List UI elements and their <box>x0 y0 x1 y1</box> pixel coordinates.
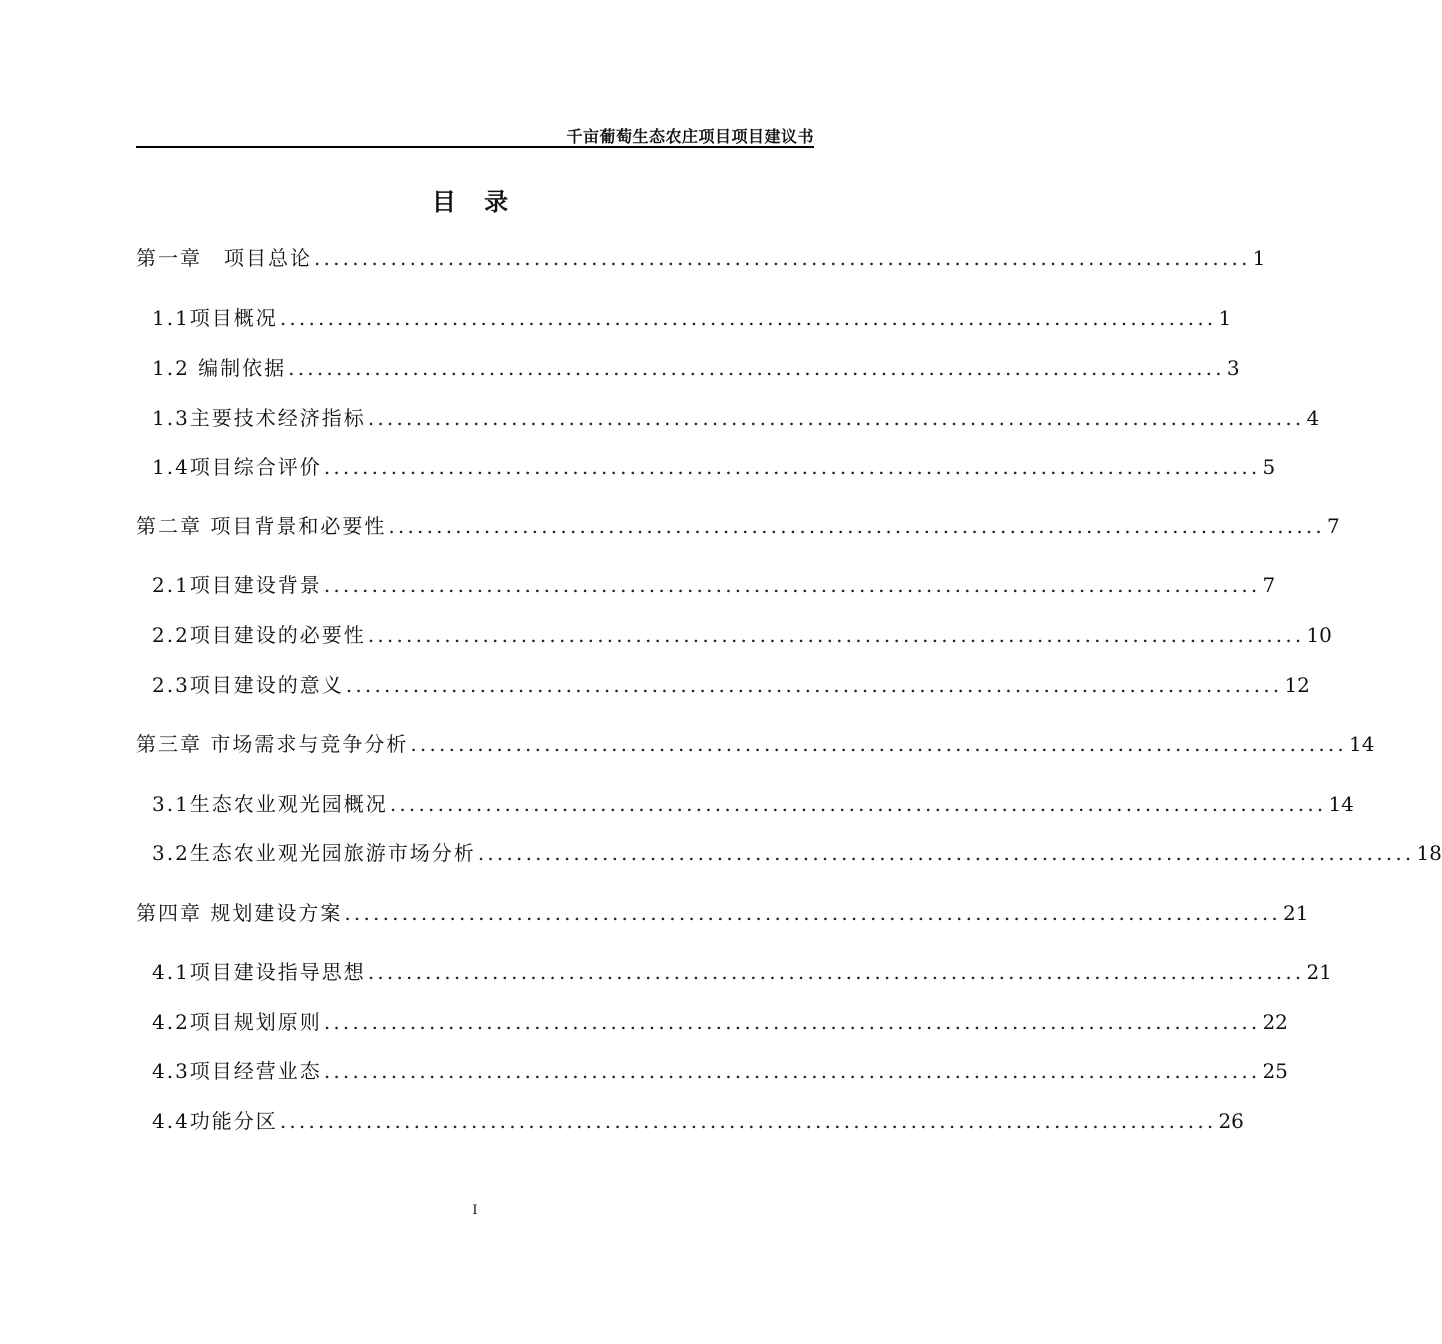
toc-entry[interactable] <box>152 786 1354 818</box>
toc-page-number: 21 <box>1283 901 1309 925</box>
toc-entry[interactable] <box>152 350 1240 382</box>
toc-entry-text: 3.2生态农业观光园旅游市场分析 <box>152 841 476 865</box>
toc-entry-text: 1.4项目综合评价 <box>152 455 322 479</box>
toc-page-number: 1 <box>1218 306 1232 330</box>
page-number-footer: I <box>472 1203 478 1218</box>
toc-entry-text: 第四章 规划建设方案 <box>136 901 343 925</box>
toc-leader: .................................................................................................. <box>477 841 1415 865</box>
running-header-title: 千亩葡萄生态农庄项目项目建议书 <box>566 127 814 146</box>
toc-page-number: 21 <box>1306 960 1332 984</box>
toc-entry[interactable] <box>136 726 1375 758</box>
toc-page-number: 14 <box>1328 792 1354 816</box>
toc-leader: .................................................................................................. <box>314 246 1251 270</box>
toc-entry[interactable] <box>152 835 1442 867</box>
toc-leader: .................................................................................................. <box>344 901 1281 925</box>
toc-leader: .................................................................................................. <box>288 356 1225 380</box>
toc-entry-text: 2.3项目建设的意义 <box>152 673 344 697</box>
toc-entry-text: 4.2项目规划原则 <box>152 1010 322 1034</box>
toc-entry-text: 第二章 项目背景和必要性 <box>136 514 387 538</box>
toc-entry[interactable] <box>152 1103 1244 1135</box>
toc-entry[interactable] <box>136 508 1340 540</box>
toc-leader: .................................................................................................. <box>323 1059 1261 1083</box>
toc-entry[interactable] <box>136 240 1266 272</box>
toc-entry[interactable] <box>152 617 1332 649</box>
toc-entry[interactable] <box>152 954 1332 986</box>
toc-leader: .................................................................................................. <box>279 306 1217 330</box>
toc-entry-text: 2.2项目建设的必要性 <box>152 623 366 647</box>
toc-entry-text: 1.2 编制依据 <box>152 356 287 380</box>
toc-leader: .................................................................................................. <box>323 573 1261 597</box>
toc-entry[interactable] <box>152 1053 1288 1085</box>
toc-leader: .................................................................................................. <box>410 732 1347 756</box>
toc-entry[interactable] <box>152 300 1232 332</box>
toc-page-number: 1 <box>1252 246 1266 270</box>
toc-entry[interactable] <box>152 400 1320 432</box>
toc-page-number: 22 <box>1262 1010 1288 1034</box>
toc-leader: .................................................................................................. <box>388 514 1325 538</box>
toc-page-number: 26 <box>1218 1109 1244 1133</box>
toc-page-number: 18 <box>1416 841 1442 865</box>
toc-entry-text: 2.1项目建设背景 <box>152 573 322 597</box>
toc-entry[interactable] <box>152 667 1310 699</box>
toc-entry[interactable] <box>152 567 1276 599</box>
toc-entry-text: 4.3项目经营业态 <box>152 1059 322 1083</box>
toc-leader: .................................................................................................. <box>345 673 1283 697</box>
toc-entry-text: 1.1项目概况 <box>152 306 278 330</box>
toc-leader: .................................................................................................. <box>323 1010 1261 1034</box>
toc-leader: .................................................................................................. <box>323 455 1261 479</box>
toc-leader: .................................................................................................. <box>389 792 1327 816</box>
toc-entry-text: 第三章 市场需求与竞争分析 <box>136 732 409 756</box>
toc-page-number: 10 <box>1306 623 1332 647</box>
toc-page-number: 5 <box>1262 455 1276 479</box>
header-rule <box>136 146 814 148</box>
toc-page-number: 14 <box>1349 732 1375 756</box>
toc-entry-text: 3.1生态农业观光园概况 <box>152 792 388 816</box>
toc-page-number: 4 <box>1306 406 1320 430</box>
toc-entry[interactable] <box>136 895 1309 927</box>
toc-entry-text: 1.3主要技术经济指标 <box>152 406 366 430</box>
toc-entry-text: 4.1项目建设指导思想 <box>152 960 366 984</box>
toc-leader: .................................................................................................. <box>279 1109 1217 1133</box>
toc-page-number: 7 <box>1327 514 1340 538</box>
toc-leader: .................................................................................................. <box>367 623 1305 647</box>
toc-entry[interactable] <box>152 449 1276 481</box>
toc-entry[interactable] <box>152 1004 1288 1036</box>
toc-page-number: 12 <box>1284 673 1310 697</box>
toc-entry-text: 4.4功能分区 <box>152 1109 278 1133</box>
toc-page-number: 3 <box>1226 356 1240 380</box>
toc-leader: .................................................................................................. <box>367 960 1305 984</box>
toc-leader: .................................................................................................. <box>367 406 1305 430</box>
toc-heading: 目 录 <box>431 188 519 216</box>
toc-page-number: 7 <box>1262 573 1276 597</box>
toc-page-number: 25 <box>1262 1059 1288 1083</box>
toc-entry-text: 第一章 项目总论 <box>136 246 312 270</box>
